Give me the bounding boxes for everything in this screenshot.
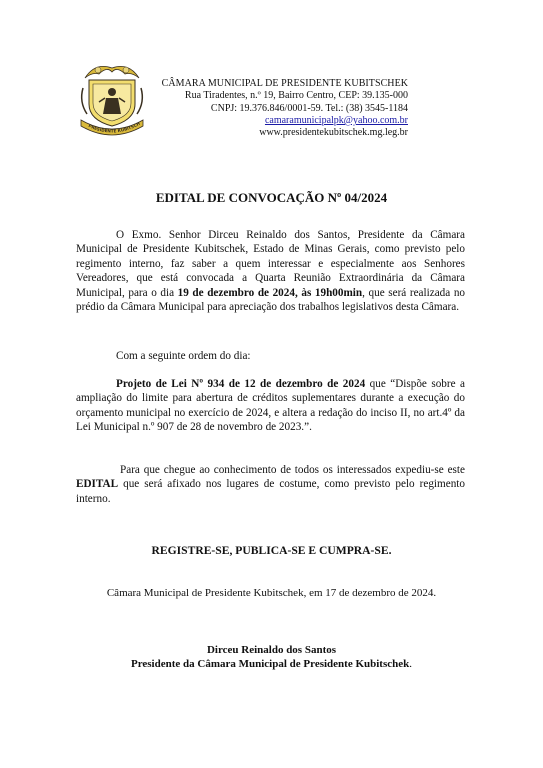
municipal-seal-logo <box>77 58 147 138</box>
body-paragraph-1: O Exmo. Senhor Dirceu Reinaldo dos Santos, Presidente da Câmara Municipal de Presidente Kubitschek, Estado de Minas Gerais, como previsto pelo regimento interno, faz saber a quem interessar e especialmente aos Senhores Vereadores, que está convocada a Quarta Reunião Extraordinária da Câmara Municipal, para o dia 19 de dezembro de 2024, às 19h00min, que será realizada no prédio da Câmara Municipal para apreciação dos trabalhos legislativos desta Câmara. <box>76 229 466 314</box>
body-paragraph-2: Com a seguinte ordem do dia: <box>116 350 251 362</box>
body-paragraph-4: Para que chegue ao conhecimento de todos os interessados expediu-se este EDITAL que será afixado nos lugares de costume, como previsto pelo regimento interno. <box>76 464 465 505</box>
website-text: www.presidentekubitschek.mg.leg.br <box>259 127 408 139</box>
institution-address: Rua Tiradentes, n.º 19, Bairro Centro, CEP: 39.135-000 <box>184 90 408 102</box>
email-link[interactable]: camaramunicipalpk@yahoo.com.br <box>264 114 408 126</box>
document-title: EDITAL DE CONVOCAÇÃO Nº 04/2024 <box>155 190 388 205</box>
seal-ribbon-text: PRESIDENTE KUBITSCH <box>87 120 141 134</box>
institution-cnpj-phone: CNPJ: 19.376.846/0001-59. Tel.: (38) 3545-1184 <box>210 102 408 114</box>
signatory-role: Presidente da Câmara Municipal de Presidente Kubitschek. <box>130 658 412 670</box>
body-paragraph-3: Projeto de Lei Nº 934 de 12 de dezembro de 2024 que “Dispõe sobre a ampliação do limite para abertura de créditos suplementares durante a execução do orçamento municipal no exercício de 2024, e altera a redação do inciso II, no art.4º da Lei Municipal n.º 907 de 28 de novembro de 2023.”. <box>76 378 465 434</box>
place-and-date: Câmara Municipal de Presidente Kubitschek, em 17 de dezembro de 2024. <box>106 587 437 599</box>
signatory-name: Dirceu Reinaldo dos Santos <box>206 644 337 656</box>
institution-name: CÂMARA MUNICIPAL DE PRESIDENTE KUBITSCHEK <box>161 78 408 89</box>
closing-statement: REGISTRE-SE, PUBLICA-SE E CUMPRA-SE. <box>151 544 392 557</box>
letterhead <box>150 78 408 139</box>
